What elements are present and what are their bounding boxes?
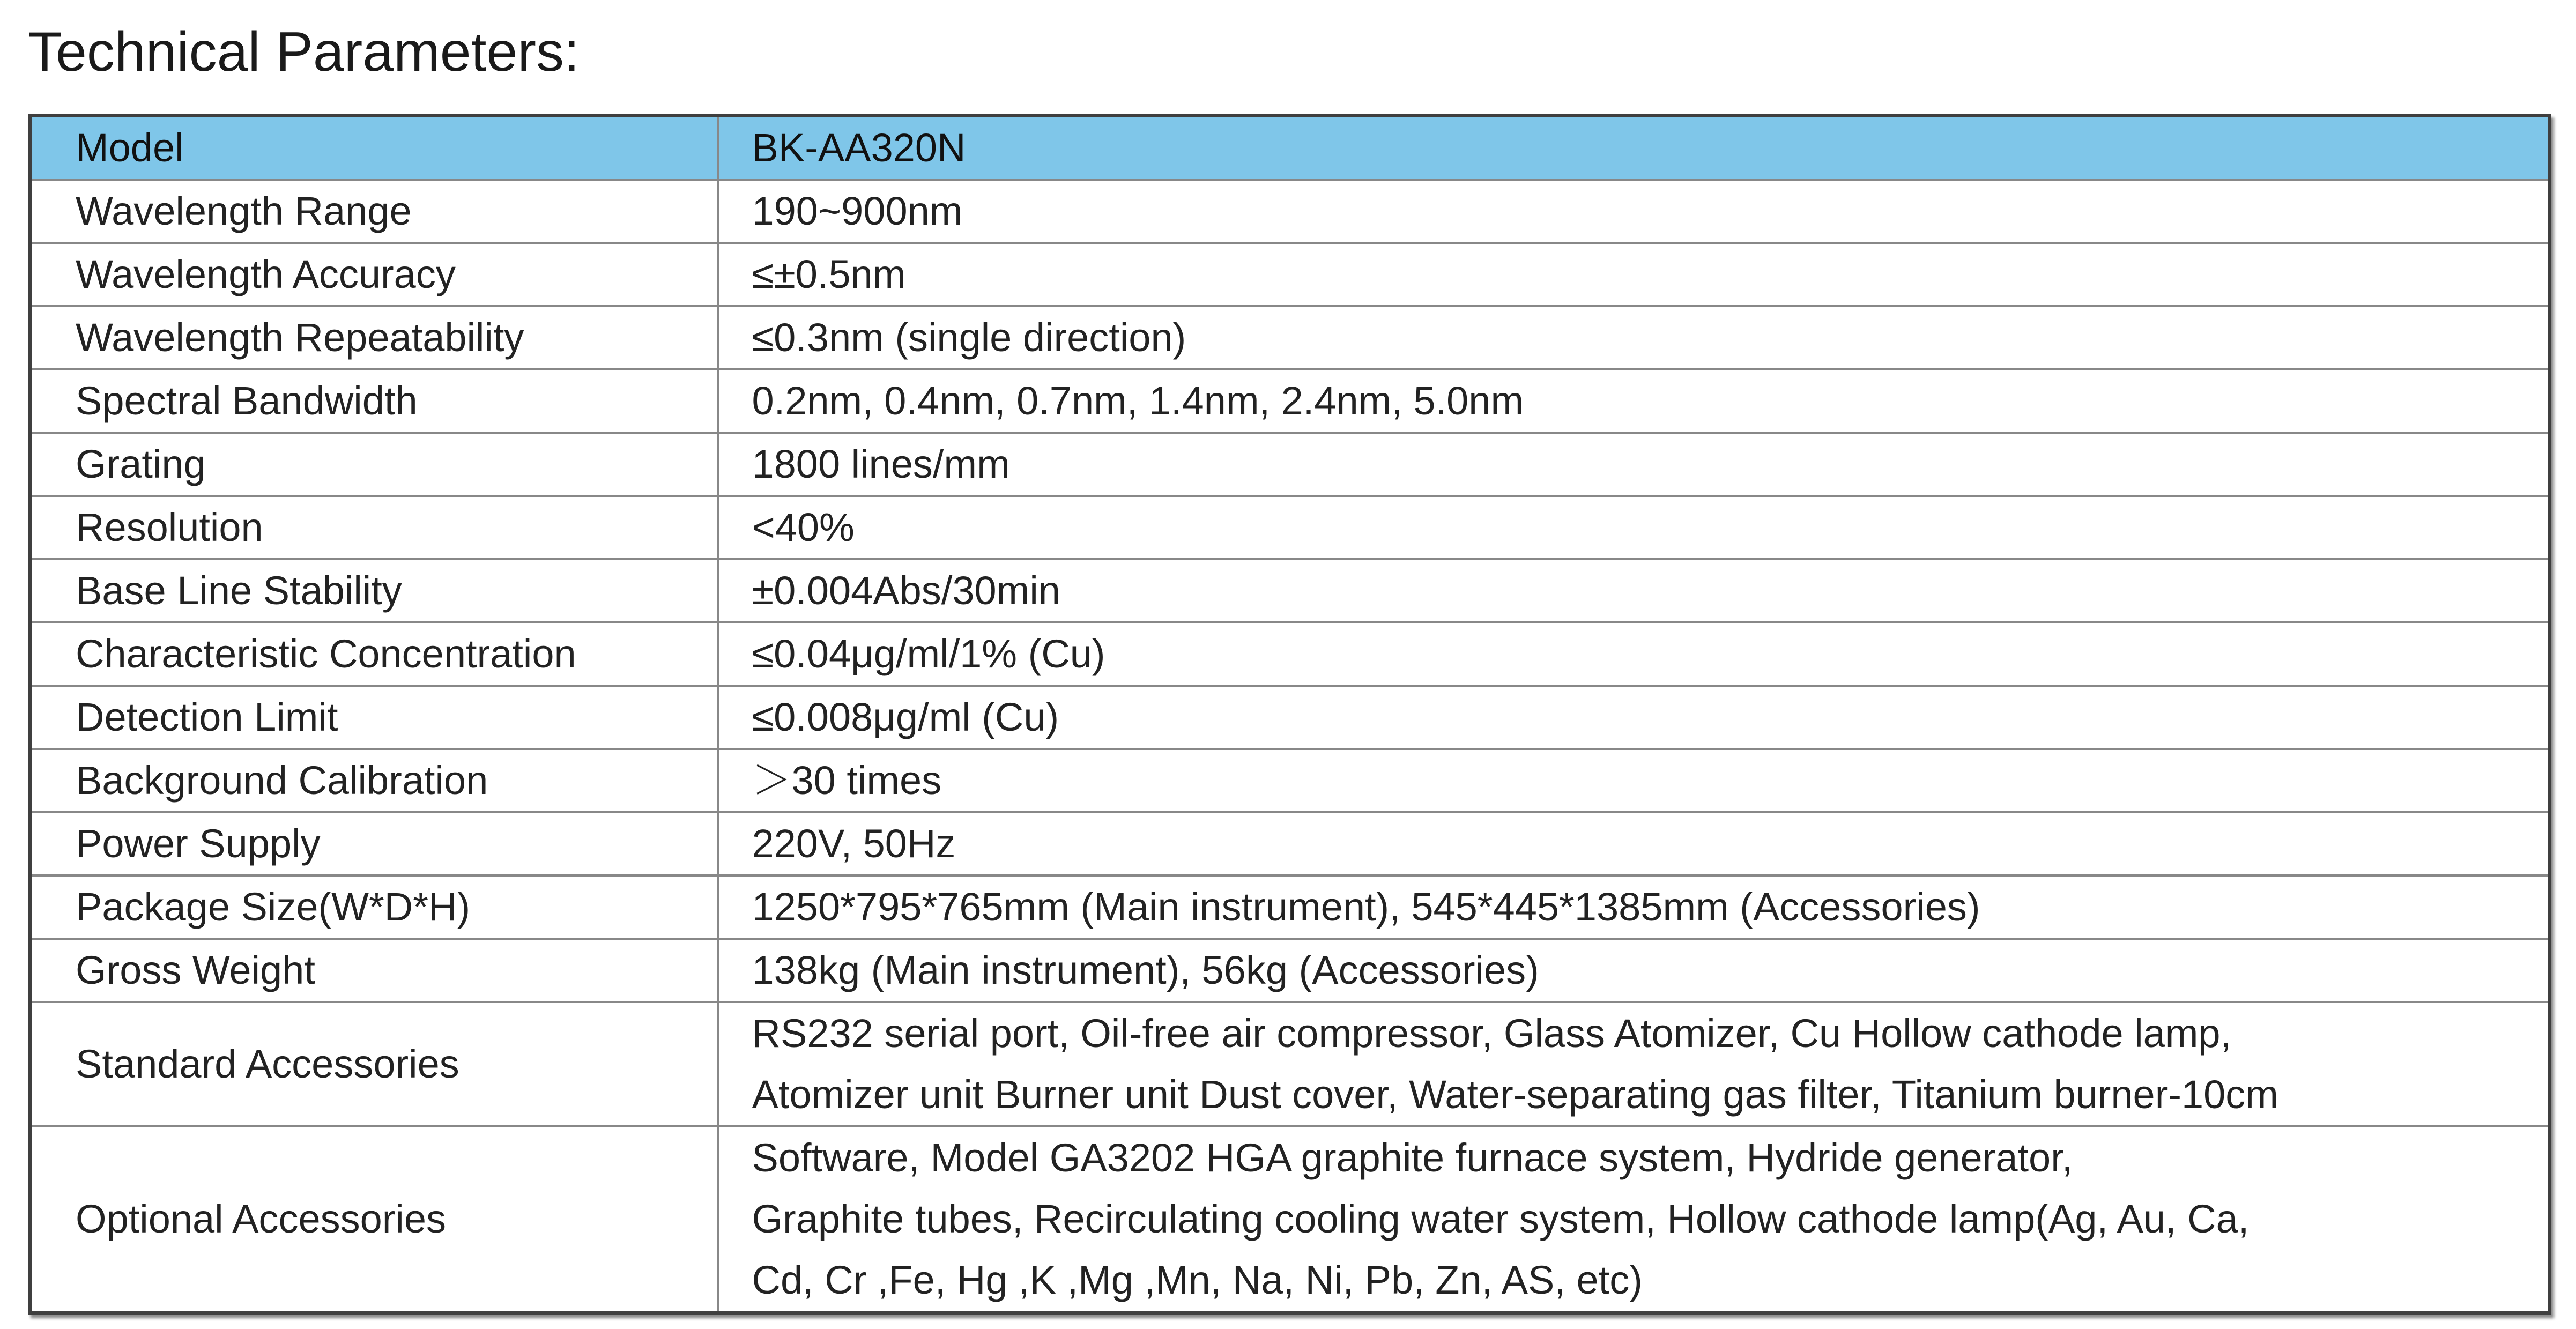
parameter-value-cell	[718, 433, 2550, 496]
header-value-cell: BK-AA320N	[718, 116, 2550, 180]
header-label-cell: Model	[30, 116, 718, 180]
parameter-value-line: ≤±0.5nm	[752, 252, 906, 296]
parameter-value-line: ≤0.3nm (single direction)	[752, 315, 1186, 360]
table-row	[30, 686, 2550, 749]
table-row	[30, 622, 2550, 686]
parameter-label-cell: Wavelength Range	[30, 180, 718, 243]
parameter-value-cell	[718, 496, 2550, 559]
parameter-value-line: 138kg (Main instrument), 56kg (Accessories)	[752, 948, 1539, 992]
parameter-label-cell: Detection Limit	[30, 686, 718, 749]
parameter-value-line: 1250*795*765mm (Main instrument), 545*445*1385mm (Accessories)	[752, 885, 1980, 929]
parameter-value-cell	[718, 1126, 2550, 1313]
parameter-value-line: Software, Model GA3202 HGA graphite furnace system, Hydride generator,	[752, 1135, 2073, 1180]
parameter-label-cell: Gross Weight	[30, 939, 718, 1002]
parameter-value-line: Atomizer unit Burner unit Dust cover, Water-separating gas filter, Titanium burner-10cm	[752, 1072, 2278, 1117]
parameter-value-line: 0.2nm, 0.4nm, 0.7nm, 1.4nm, 2.4nm, 5.0nm	[752, 378, 1524, 423]
parameter-value-line: ≤0.008μg/ml (Cu)	[752, 695, 1059, 739]
parameter-label-cell: Optional Accessories	[30, 1126, 718, 1313]
parameter-value-cell	[718, 686, 2550, 749]
parameter-value-cell	[718, 1002, 2550, 1126]
table-row	[30, 243, 2550, 306]
parameter-value-cell	[718, 812, 2550, 875]
table-row	[30, 559, 2550, 622]
parameter-value-cell	[718, 180, 2550, 243]
table-body	[30, 116, 2550, 1313]
parameter-value-cell	[718, 306, 2550, 369]
parameter-value-line: 220V, 50Hz	[752, 821, 956, 866]
table-row	[30, 180, 2550, 243]
technical-parameters-table	[28, 114, 2551, 1315]
parameter-label-cell: Power Supply	[30, 812, 718, 875]
parameter-label-cell: Base Line Stability	[30, 559, 718, 622]
parameter-label-cell: Spectral Bandwidth	[30, 369, 718, 433]
parameter-value-cell	[718, 622, 2550, 686]
parameter-label-cell: Background Calibration	[30, 749, 718, 812]
parameter-label-cell: Standard Accessories	[30, 1002, 718, 1126]
parameter-value-line: Graphite tubes, Recirculating cooling water system, Hollow cathode lamp(Ag, Au, Ca,	[752, 1197, 2250, 1241]
table-row	[30, 1126, 2550, 1313]
parameter-value-line: ±0.004Abs/30min	[752, 568, 1060, 613]
table-row	[30, 749, 2550, 812]
table-row	[30, 812, 2550, 875]
parameter-label-cell: Package Size(W*D*H)	[30, 875, 718, 939]
parameter-value-cell	[718, 749, 2550, 812]
parameter-label-cell: Grating	[30, 433, 718, 496]
table-header-row	[30, 116, 2550, 180]
parameter-value-line: 190~900nm	[752, 189, 963, 233]
parameter-value-cell	[718, 243, 2550, 306]
parameter-label-cell: Characteristic Concentration	[30, 622, 718, 686]
table-row	[30, 496, 2550, 559]
parameter-value-line: RS232 serial port, Oil-free air compressor, Glass Atomizer, Cu Hollow cathode lamp,	[752, 1011, 2232, 1056]
parameter-label-cell: Wavelength Repeatability	[30, 306, 718, 369]
parameter-value-cell	[718, 939, 2550, 1002]
parameter-value-cell	[718, 559, 2550, 622]
parameter-value-cell	[718, 875, 2550, 939]
parameter-value-line: ≤0.04μg/ml/1% (Cu)	[752, 632, 1105, 676]
parameter-label-cell: Resolution	[30, 496, 718, 559]
parameter-label-cell: Wavelength Accuracy	[30, 243, 718, 306]
table-row	[30, 369, 2550, 433]
parameter-value-line: Cd, Cr ,Fe, Hg ,K ,Mg ,Mn, Na, Ni, Pb, Zn, AS, etc)	[752, 1258, 1643, 1302]
table-row	[30, 1002, 2550, 1126]
parameter-value-line: ＞30 times	[752, 758, 942, 803]
table-row	[30, 306, 2550, 369]
parameter-value-line: <40%	[752, 505, 855, 550]
table-row	[30, 939, 2550, 1002]
page-title: Technical Parameters:	[28, 21, 580, 83]
parameter-value-line: 1800 lines/mm	[752, 442, 1010, 486]
parameter-value-cell	[718, 369, 2550, 433]
table-row	[30, 433, 2550, 496]
table-row	[30, 875, 2550, 939]
